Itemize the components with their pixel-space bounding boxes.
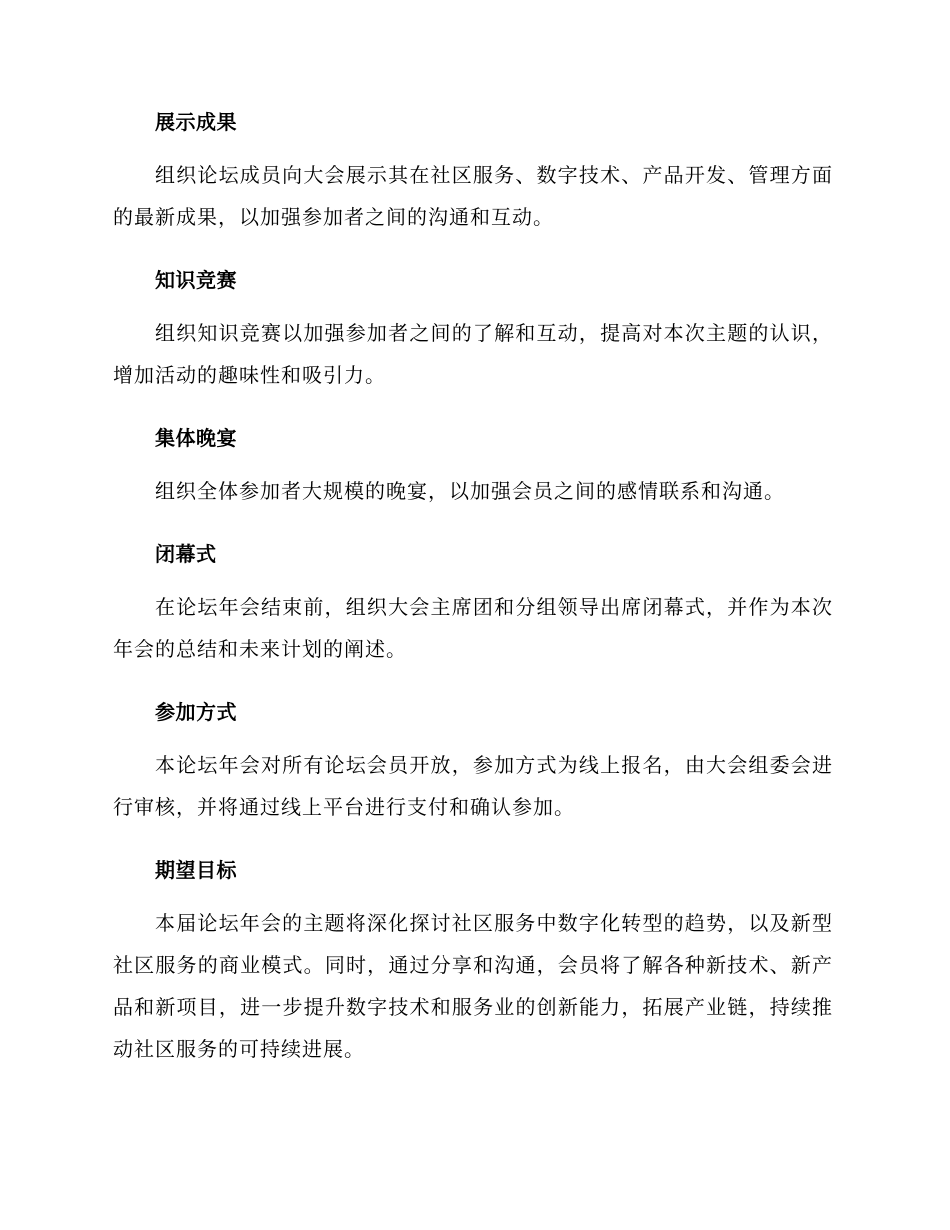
section-participation	[113, 698, 833, 828]
section-paragraph: 本届论坛年会的主题将深化探讨社区服务中数字化转型的趋势，以及新型社区服务的商业模式。同时，通过分享和沟通，会员将了解各种新技术、新产品和新项目，进一步提升数字技术和服务业的创新能力，拓展产业链，持续推动社区服务的可持续进展。	[113, 911, 833, 1061]
section-banquet	[113, 424, 833, 512]
section-heading: 知识竞赛	[155, 268, 237, 292]
section-heading: 展示成果	[155, 110, 237, 134]
section-paragraph: 本论坛年会对所有论坛会员开放，参加方式为线上报名，由大会组委会进行审核，并将通过线上平台进行支付和确认参加。	[113, 753, 833, 819]
section-paragraph: 组织知识竞赛以加强参加者之间的了解和互动，提高对本次主题的认识，增加活动的趣味性和吸引力。	[113, 321, 833, 387]
section-closing-ceremony	[113, 540, 833, 670]
section-paragraph: 组织论坛成员向大会展示其在社区服务、数字技术、产品开发、管理方面的最新成果，以加强参加者之间的沟通和互动。	[113, 163, 833, 229]
section-paragraph: 在论坛年会结束前，组织大会主席团和分组领导出席闭幕式，并作为本次年会的总结和未来计划的阐述。	[113, 595, 833, 661]
section-heading: 集体晚宴	[155, 426, 237, 450]
section-heading: 闭幕式	[155, 542, 217, 566]
section-heading: 期望目标	[155, 858, 237, 882]
section-expected-goals	[113, 856, 833, 1070]
document-content	[113, 108, 833, 1098]
section-showcase	[113, 108, 833, 238]
section-paragraph: 组织全体参加者大规模的晚宴，以加强会员之间的感情联系和沟通。	[155, 479, 785, 503]
section-knowledge-contest	[113, 266, 833, 396]
section-heading: 参加方式	[155, 700, 237, 724]
